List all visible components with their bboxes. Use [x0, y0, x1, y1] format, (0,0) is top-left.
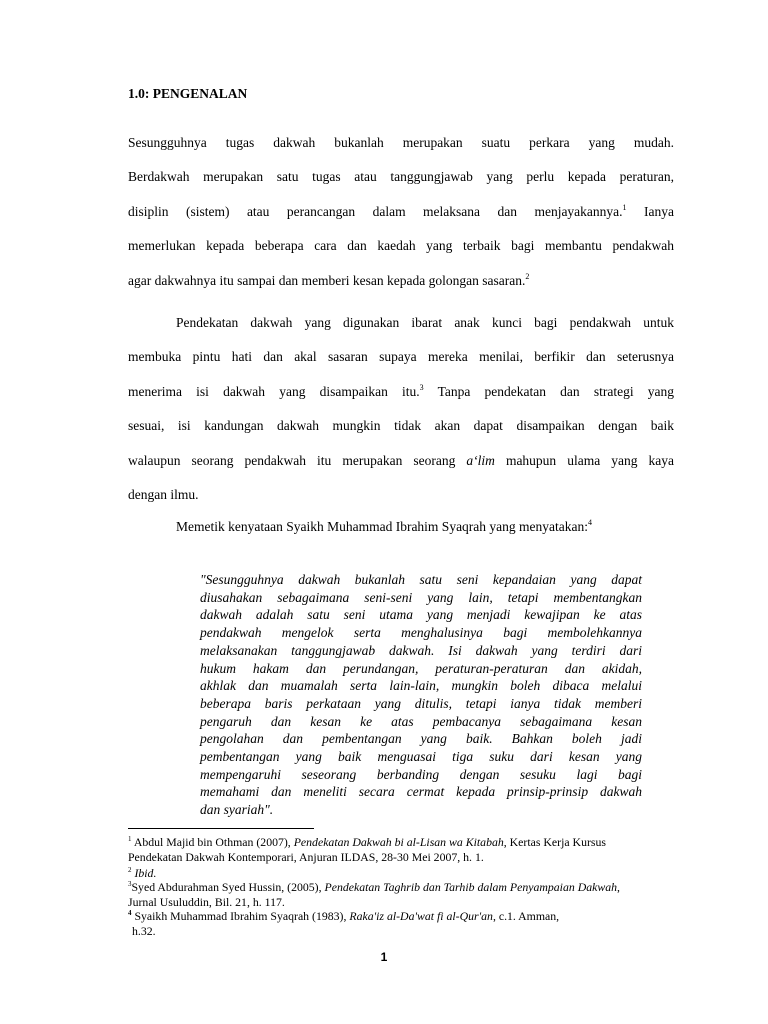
footnote-ref[interactable]: 4 [588, 518, 593, 527]
paragraph-quote-intro: Memetik kenyataan Syaikh Muhammad Ibrahim Syaqrah yang menyatakan:$^4$ [176, 518, 593, 534]
text-line: walaupun seorang pendakwah itu merupakan seorang a‘lim mahupun ulama yang kaya [128, 452, 675, 468]
paragraph-approach [128, 306, 674, 512]
quote-line: memahami dan meneliti secara cermat kepada prinsip-prinsip dakwah [200, 784, 642, 800]
footnote-number: 2 [128, 866, 132, 874]
text-line: menerima isi dakwah yang disampaikan itu.$^3$ Tanpa pendekatan dan strategi yang [128, 382, 674, 399]
quote-line: beberapa baris perkataan yang ditulis, tetapi ianya tidak memberi [200, 695, 642, 711]
section-heading: 1.0: PENGENALAN [128, 86, 248, 101]
block-quote [200, 571, 642, 819]
quote-line: mempengaruhi seseorang berbanding dengan sesuku lagi bagi [200, 766, 642, 782]
cited-title: Pendekatan Taghrib dan Tarhib dalam Penyampaian Dakwah [324, 880, 618, 894]
footnote-2 [128, 866, 688, 881]
quote-line: pengolahan dan pembentangan yang baik. Bahkan boleh jadi [200, 731, 642, 747]
footnote-ref[interactable]: 1 [622, 202, 627, 212]
quote-line: pembentangan yang baik menguasai tiga suku dari kesan yang [200, 749, 642, 765]
arabic-term: a‘lim [466, 452, 495, 468]
text-line: membuka pintu hati dan akal sasaran supaya mereka menilai, berfikir dan seterusnya [128, 349, 674, 365]
page-number: 1 [380, 950, 388, 964]
quote-line: diusahakan sebagaimana seni-seni yang lain, tetapi membentangkan [200, 589, 642, 605]
quote-line: hukum hakam dan perundangan, peraturan-peraturan dan akidah, [200, 660, 642, 676]
cited-title: Ibid. [134, 866, 157, 880]
text-line: sesuai, isi kandungan dakwah mungkin tidak akan dapat disampaikan dengan baik [128, 418, 674, 434]
footnote-line: h.32. [132, 924, 156, 938]
text-line: memerlukan kepada beberapa cara dan kaedah yang terbaik bagi membantu pendakwah [128, 238, 674, 254]
text-line: Berdakwah merupakan satu tugas atau tanggungjawab yang perlu kepada peraturan, [128, 169, 674, 185]
quote-line: dakwah adalah satu seni utama yang menjadi kewajipan ke atas [200, 607, 642, 623]
footnote-number: 3 [128, 880, 132, 888]
quote-line: akhlak dan muamalah serta lain-lain, mungkin boleh dibaca melalui [200, 678, 642, 694]
quote-line: pengaruh dan kesan ke atas pembacanya sebagaimana kesan [200, 713, 642, 729]
text-line: Pendekatan dakwah yang digunakan ibarat anak kunci bagi pendakwah untuk [176, 315, 674, 330]
text-line: Sesungguhnya tugas dakwah bukanlah merupakan suatu perkara yang mudah. [128, 135, 674, 150]
cited-title: Pendekatan Dakwah bi al-Lisan wa Kitabah [293, 835, 504, 849]
footnote-separator [128, 828, 314, 829]
footnote-number: 1 [128, 835, 132, 843]
cited-title: Raka'iz al-Da'wat fi al-Qur'an [349, 909, 493, 923]
footnote-4: $^4$ Syaikh Muhammad Ibrahim Syaqrah (1983), Raka'iz al-Da'wat fi al-Qur'an, c.1. Amman, h.32. [128, 909, 688, 939]
paragraph-intro [128, 126, 674, 298]
footnote-3: $^3$Syed Abdurahman Syed Hussin, (2005), Pendekatan Taghrib dan Tarhib dalam Penyampaian Dakwah, Jurnal Usuluddin, Bil. 21, h. 117. [128, 880, 688, 910]
footnote-number: 4 [128, 909, 132, 917]
footnote-ref[interactable]: 2 [525, 271, 530, 281]
footnote-1: $^1$ Abdul Majid bin Othman (2007), Pendekatan Dakwah bi al-Lisan wa Kitabah, Kertas Kerja Kursus Pendekatan Dakwah Kontemporari, Anjuran ILDAS, 28-30 Mei 2007, h. 1. [128, 835, 688, 865]
footnote-ref[interactable]: 3 [419, 382, 424, 392]
text-line: dengan ilmu. [128, 487, 199, 503]
quote-line: melaksanakan tanggungjawab dakwah. Isi dakwah yang terdiri dari [200, 642, 642, 658]
quote-line: pendakwah mengelok serta menghalusinya bagi membolehkannya [200, 625, 642, 641]
quote-line: dan syariah". [200, 802, 274, 818]
footnote-line: Pendekatan Dakwah Kontemporari, Anjuran ILDAS, 28-30 Mei 2007, h. 1. [128, 850, 484, 864]
text-line: agar dakwahnya itu sampai dan memberi kesan kepada golongan sasaran.$^2$ [128, 271, 530, 288]
text-line: disiplin (sistem) atau perancangan dalam melaksana dan menjayakannya.$^1$ Ianya [128, 202, 675, 219]
footnote-line: Jurnal Usuluddin, Bil. 21, h. 117. [128, 895, 285, 909]
quote-line: "Sesungguhnya dakwah bukanlah satu seni kepandaian yang dapat [200, 572, 642, 587]
